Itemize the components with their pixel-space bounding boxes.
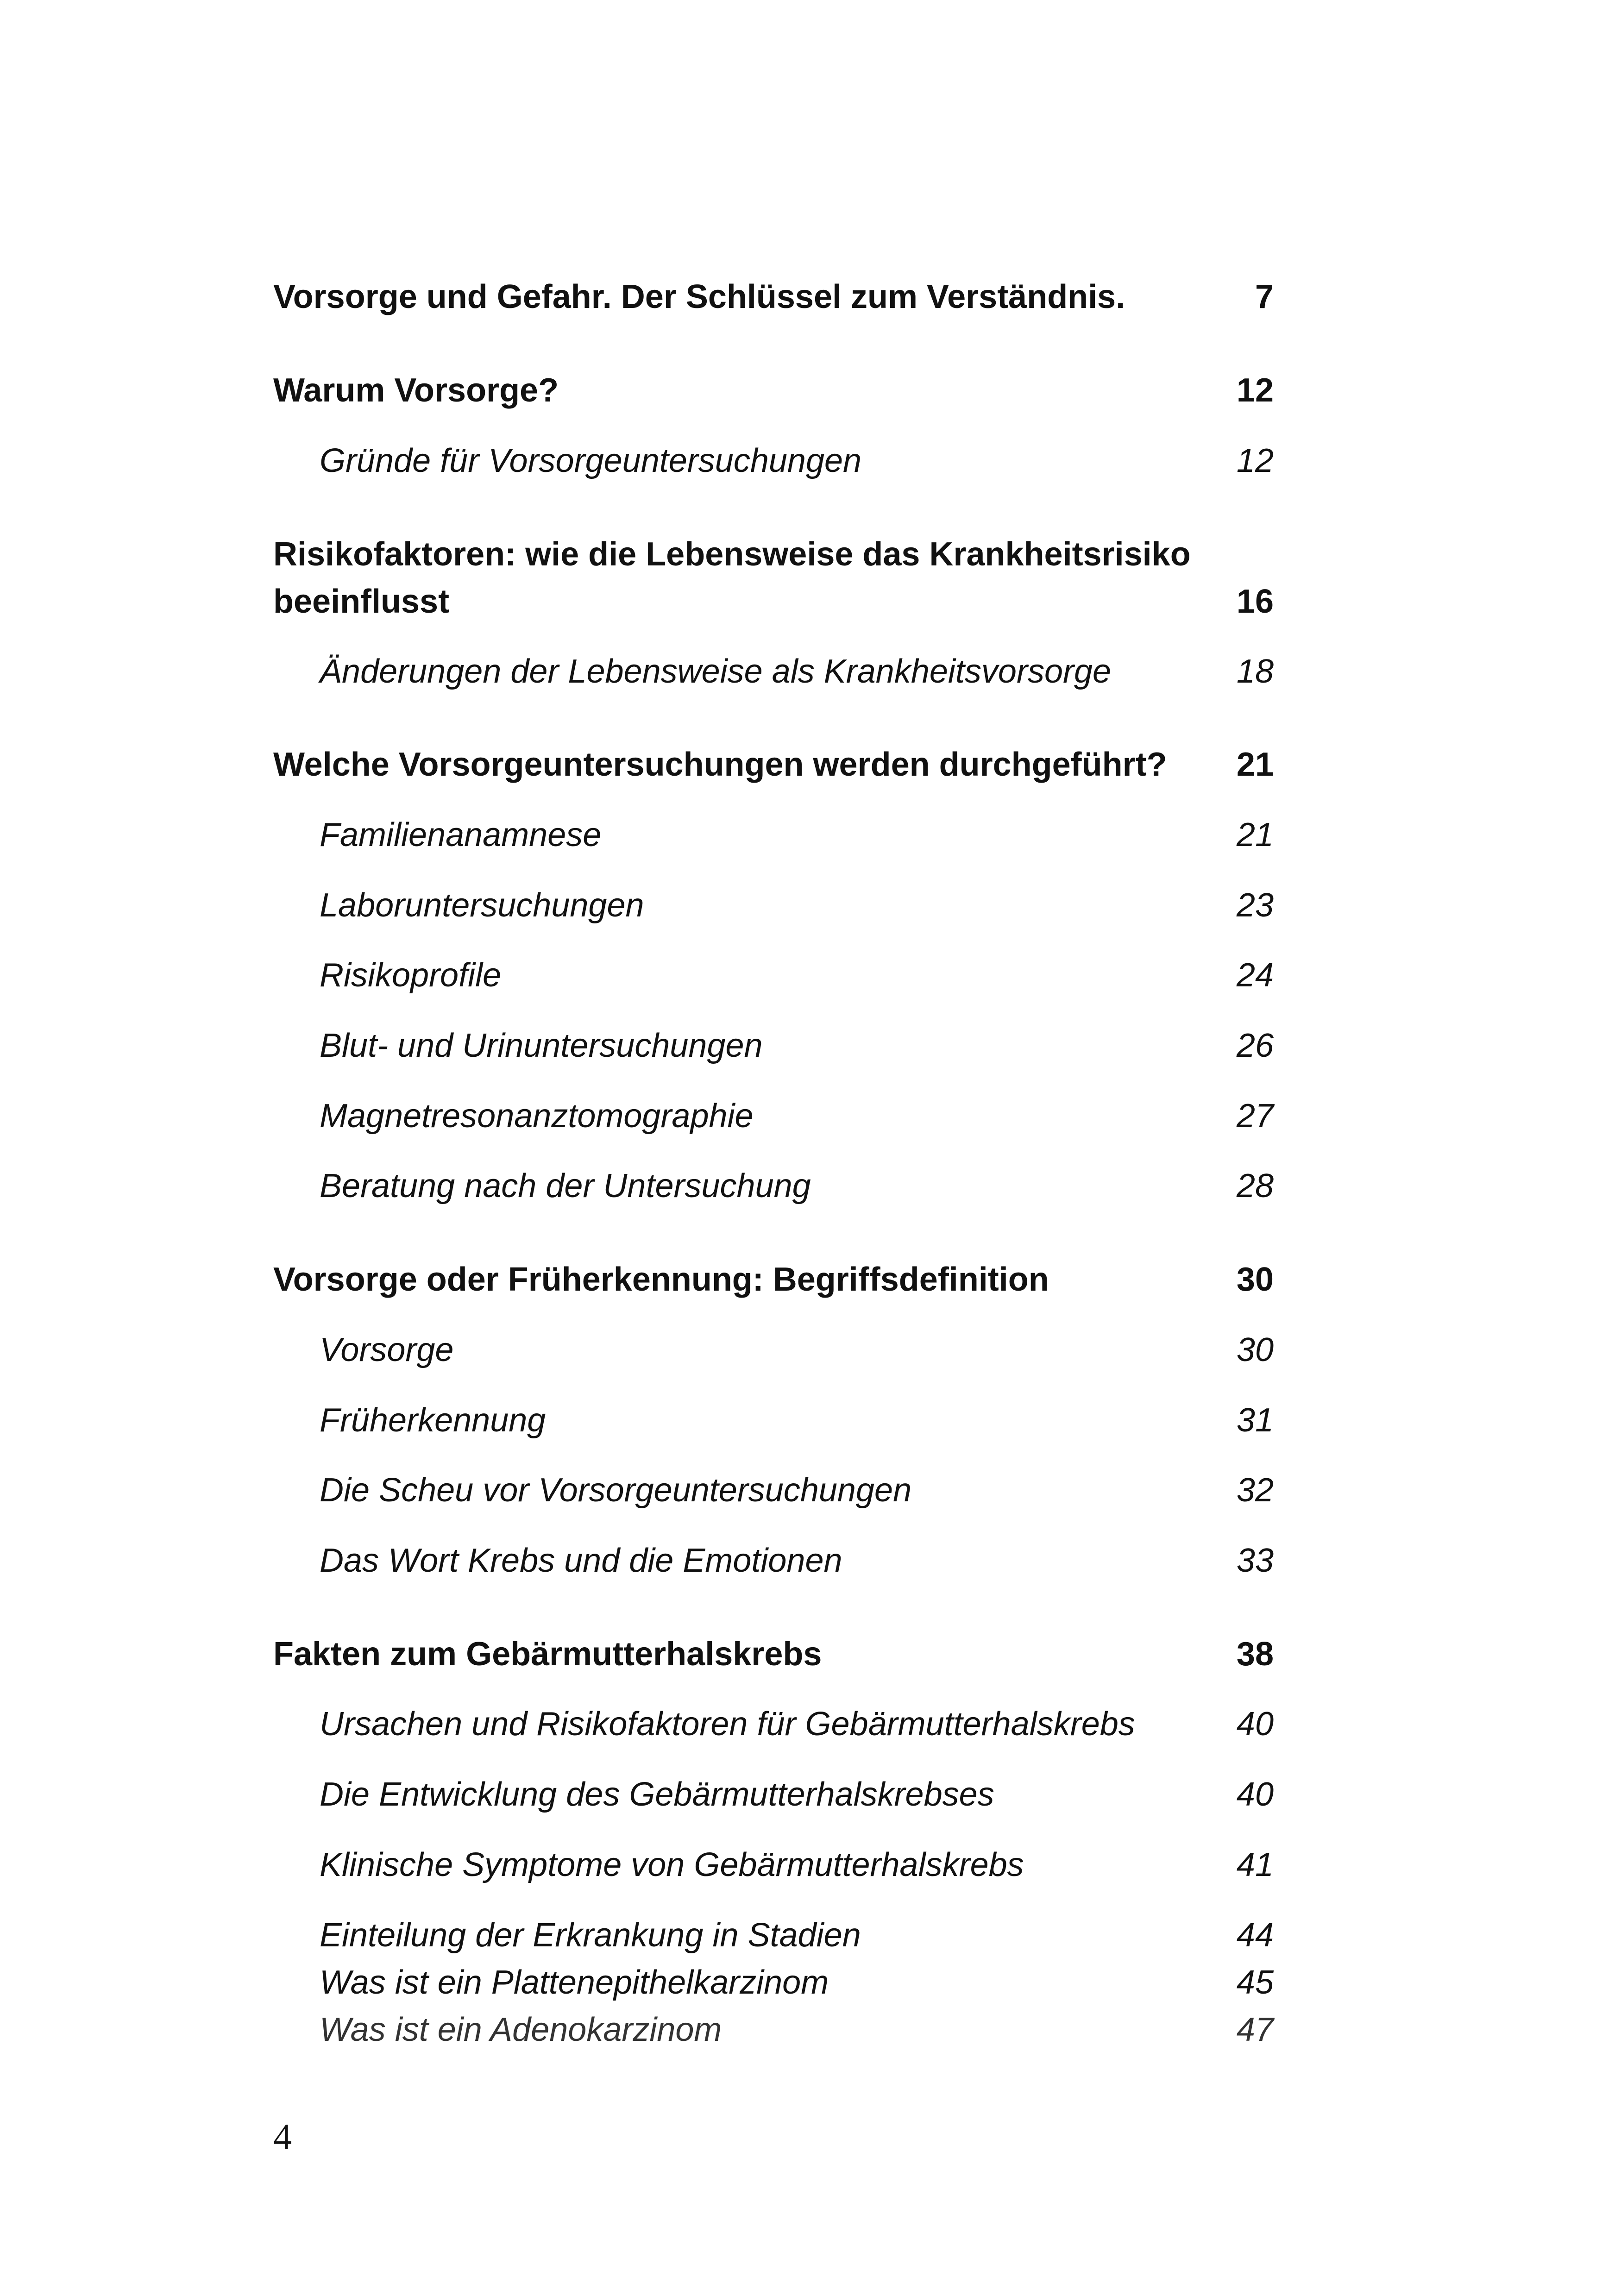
toc-page-number: 31 — [1236, 1402, 1274, 1439]
toc-page-number: 27 — [1236, 1098, 1274, 1135]
toc-entry-title: Einteilung der Erkrankung in Stadien — [320, 1917, 861, 1954]
toc-page-number: 21 — [1236, 746, 1274, 783]
toc-page-number: 12 — [1236, 372, 1274, 409]
toc-entry-title: Klinische Symptome von Gebärmutterhalskrebs — [320, 1846, 1024, 1883]
toc-entry-title: Familienanamnese — [320, 816, 602, 853]
page-number: 4 — [273, 2117, 292, 2158]
toc-entry-title: Die Entwicklung des Gebärmutterhalskrebses — [320, 1776, 994, 1813]
toc-entry-title: Magnetresonanztomographie — [320, 1098, 754, 1135]
toc-chapter-risikofaktoren[interactable] — [273, 531, 1274, 625]
toc-entry-title: Vorsorge oder Früherkennung: Begriffsdefinition — [273, 1261, 1049, 1298]
toc-entry-title: Ursachen und Risikofaktoren für Gebärmutterhalskrebs — [320, 1706, 1135, 1743]
toc-entry-title: Früherkennung — [320, 1402, 546, 1439]
toc-page-number: 30 — [1236, 1331, 1274, 1368]
toc-entry-title: Vorsorge — [320, 1331, 454, 1368]
toc-page-number: 47 — [1236, 2011, 1274, 2048]
toc-page-number: 7 — [1255, 278, 1274, 315]
toc-page-number: 40 — [1236, 1706, 1274, 1743]
toc-page-number: 32 — [1236, 1472, 1274, 1509]
toc-entry-title: Änderungen der Lebensweise als Krankheitsvorsorge — [320, 653, 1112, 690]
toc-page-number: 23 — [1236, 887, 1274, 924]
toc-page-number: 30 — [1236, 1261, 1274, 1298]
toc-page-number: 28 — [1236, 1167, 1274, 1204]
toc-entry-title: Was ist ein Adenokarzinom — [320, 2011, 722, 2048]
toc-entry-title: Beratung nach der Untersuchung — [320, 1167, 811, 1204]
toc-entry-title: Warum Vorsorge? — [273, 372, 559, 409]
toc-entry-title: Fakten zum Gebärmutterhalskrebs — [273, 1636, 822, 1673]
toc-page-number: 33 — [1236, 1542, 1274, 1579]
toc-entry-title: Gründe für Vorsorgeuntersuchungen — [320, 442, 862, 479]
toc-page-number: 41 — [1236, 1846, 1274, 1883]
toc-page-number: 26 — [1236, 1027, 1274, 1064]
toc-entry-title: Risikofaktoren: wie die Lebensweise das Krankheitsrisiko beeinflusst — [273, 536, 1191, 620]
toc-entry-title: Welche Vorsorgeuntersuchungen werden durchgeführt? — [273, 746, 1167, 783]
toc-page-number: 44 — [1236, 1917, 1274, 1954]
toc-entry-title: Blut- und Urinuntersuchungen — [320, 1027, 763, 1064]
toc-page-number: 45 — [1236, 1964, 1274, 2001]
toc-entry-title: Was ist ein Plattenepithelkarzinom — [320, 1964, 829, 2001]
toc-entry-title: Risikoprofile — [320, 957, 502, 994]
toc-page-number: 40 — [1236, 1776, 1274, 1813]
toc-page-number: 18 — [1236, 653, 1274, 690]
toc-page-number: 16 — [1236, 583, 1274, 620]
toc-page-number: 38 — [1236, 1636, 1274, 1673]
toc-page-number: 21 — [1236, 816, 1274, 853]
toc-entry-title: Laboruntersuchungen — [320, 887, 644, 924]
toc-page-number: 24 — [1236, 957, 1274, 994]
toc-page-number: 12 — [1236, 442, 1274, 479]
toc-entry-title: Das Wort Krebs und die Emotionen — [320, 1542, 842, 1579]
toc-entry-title: Die Scheu vor Vorsorgeuntersuchungen — [320, 1472, 912, 1509]
toc-entry-title: Vorsorge und Gefahr. Der Schlüssel zum Verständnis. — [273, 278, 1125, 315]
